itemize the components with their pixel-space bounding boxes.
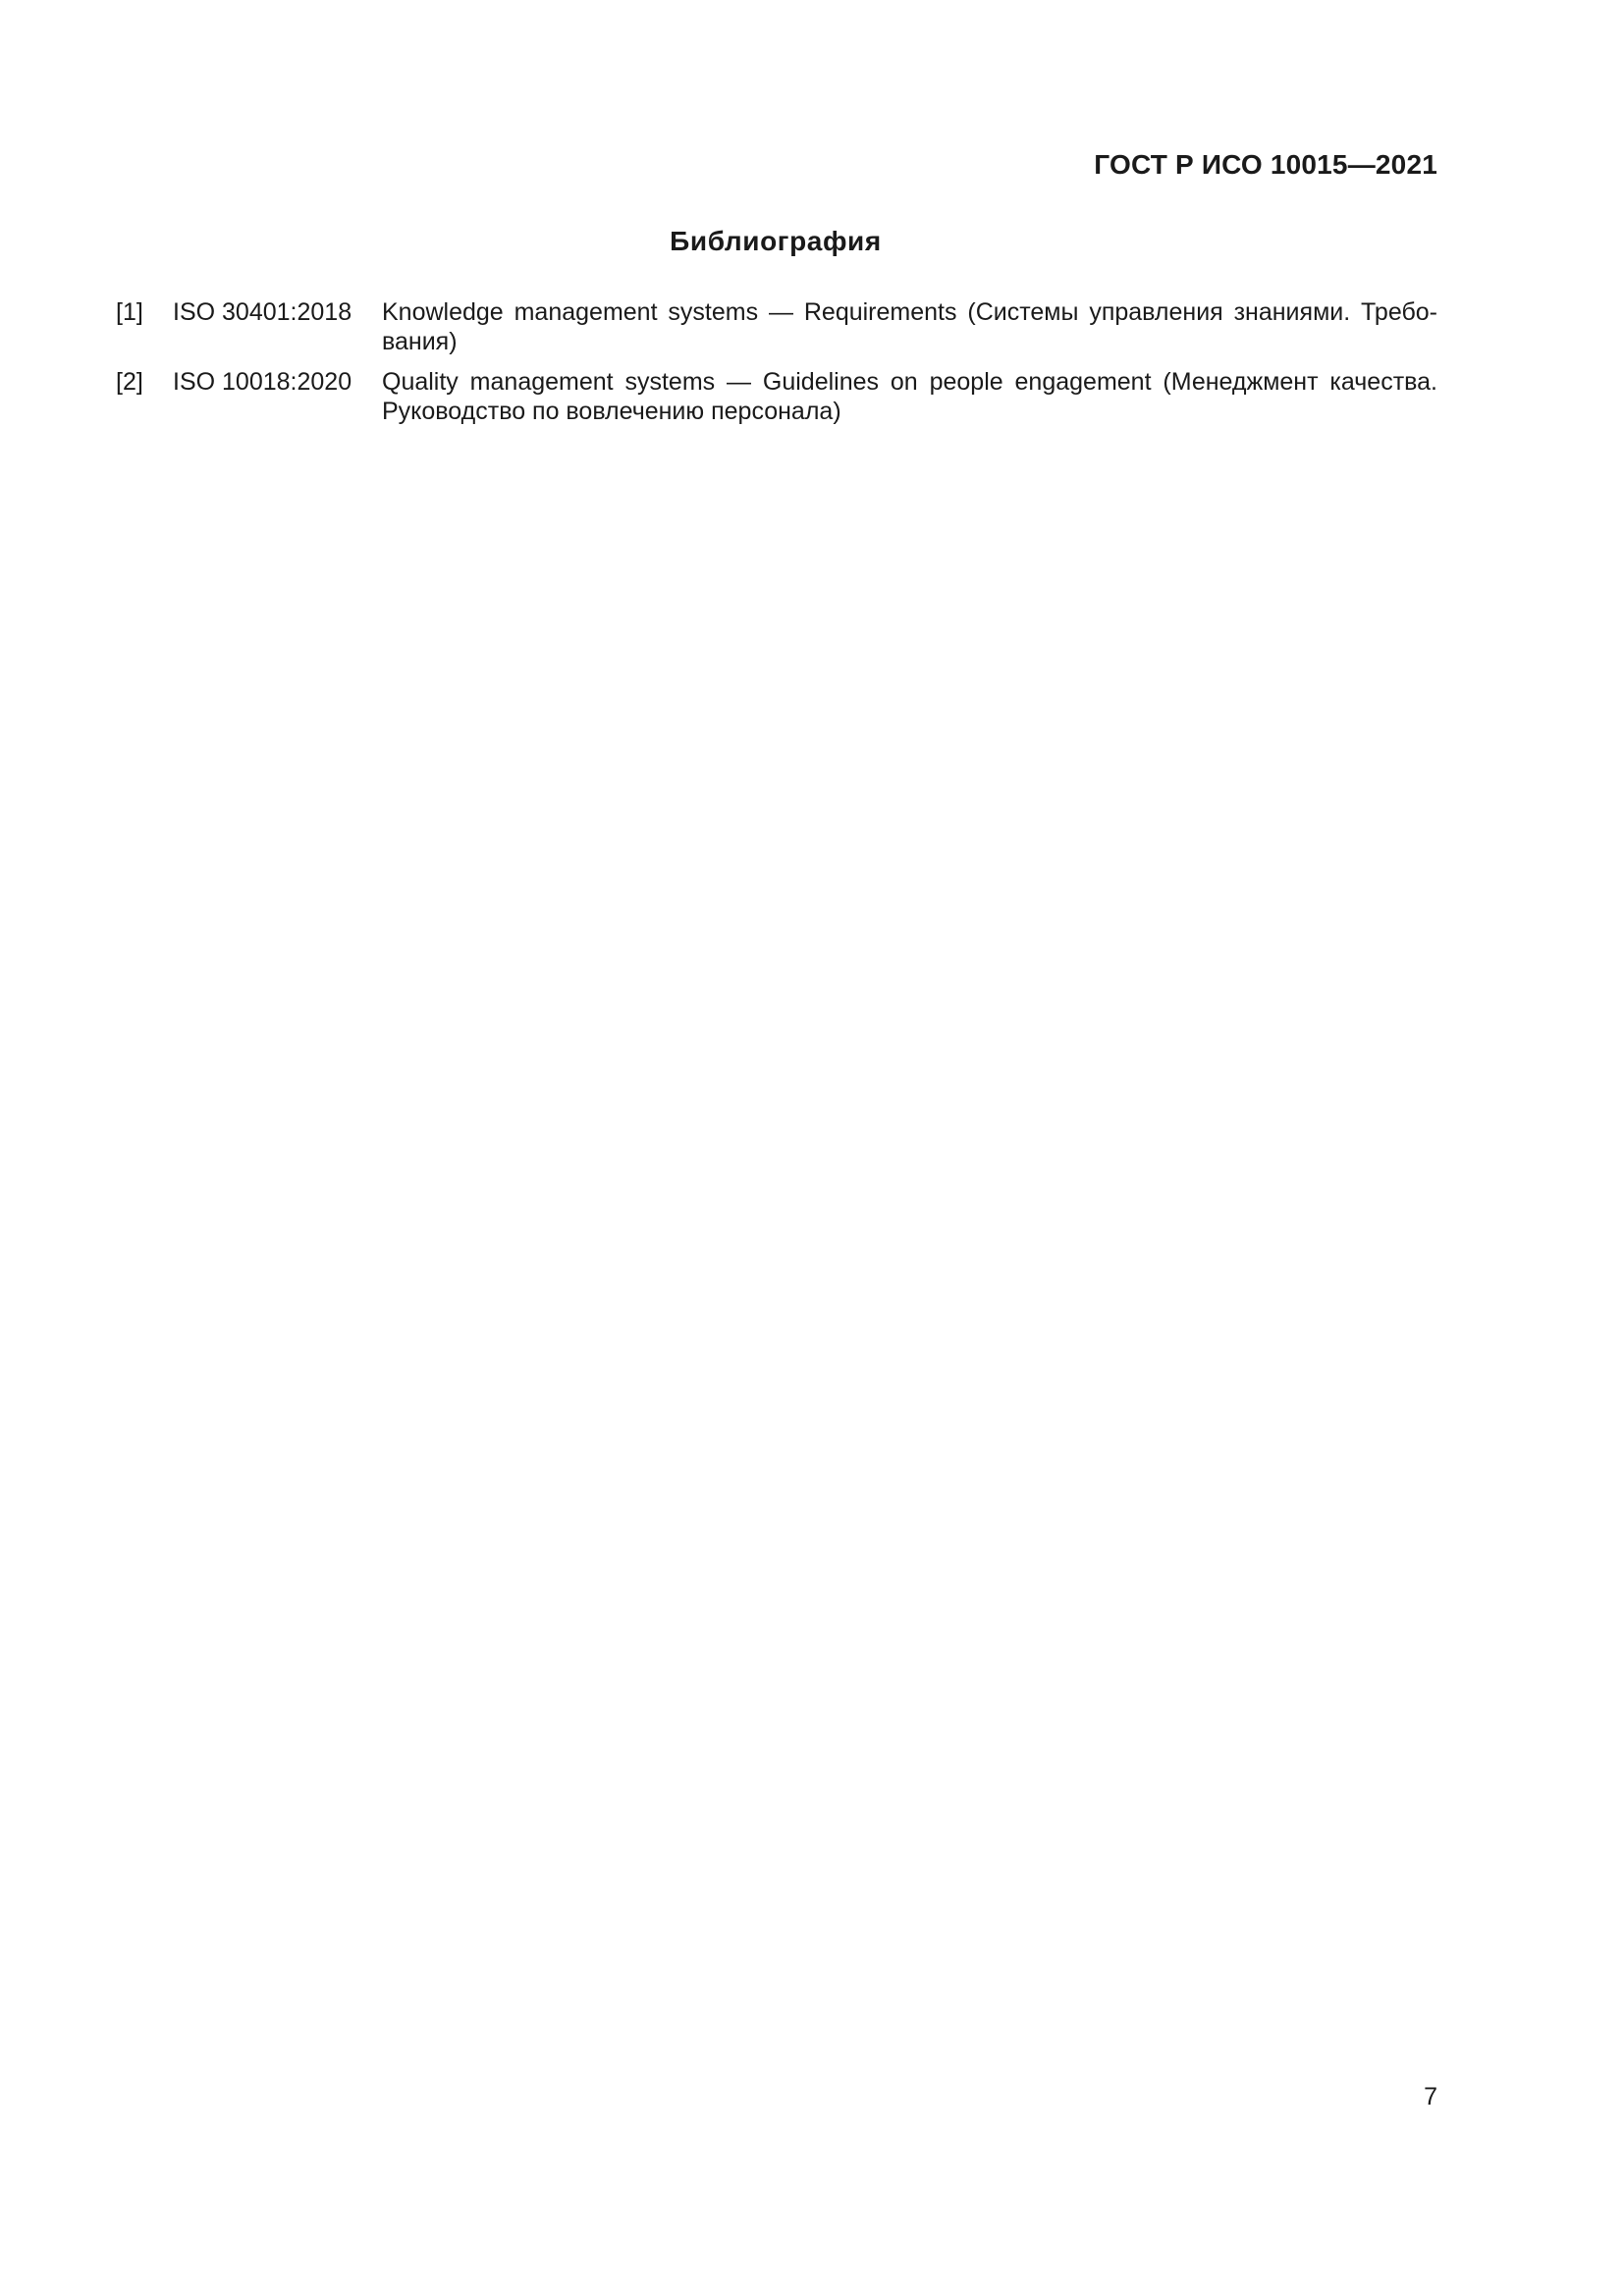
bibliography-title: Библиография [670, 226, 882, 256]
reference-title: Knowledge management systems — Requirements (Системы управления знаниями. Требования) [382, 298, 1437, 355]
bibliography-item-2 [116, 367, 1437, 426]
reference-code: ISO 30401:2018 [173, 298, 352, 326]
bibliography-item-1 [116, 297, 1437, 356]
reference-title: Quality management systems — Guidelines on people engagement (Менеджмент качества. Руководство по вовлечению персонала) [382, 368, 1437, 425]
standard-code-header: ГОСТ Р ИСО 10015—2021 [1094, 149, 1437, 180]
page-number: 7 [1424, 2083, 1437, 2110]
bibliography-list [116, 297, 1437, 437]
reference-code: ISO 10018:2020 [173, 368, 352, 396]
reference-number: [1] [116, 298, 143, 326]
reference-number: [2] [116, 368, 143, 396]
